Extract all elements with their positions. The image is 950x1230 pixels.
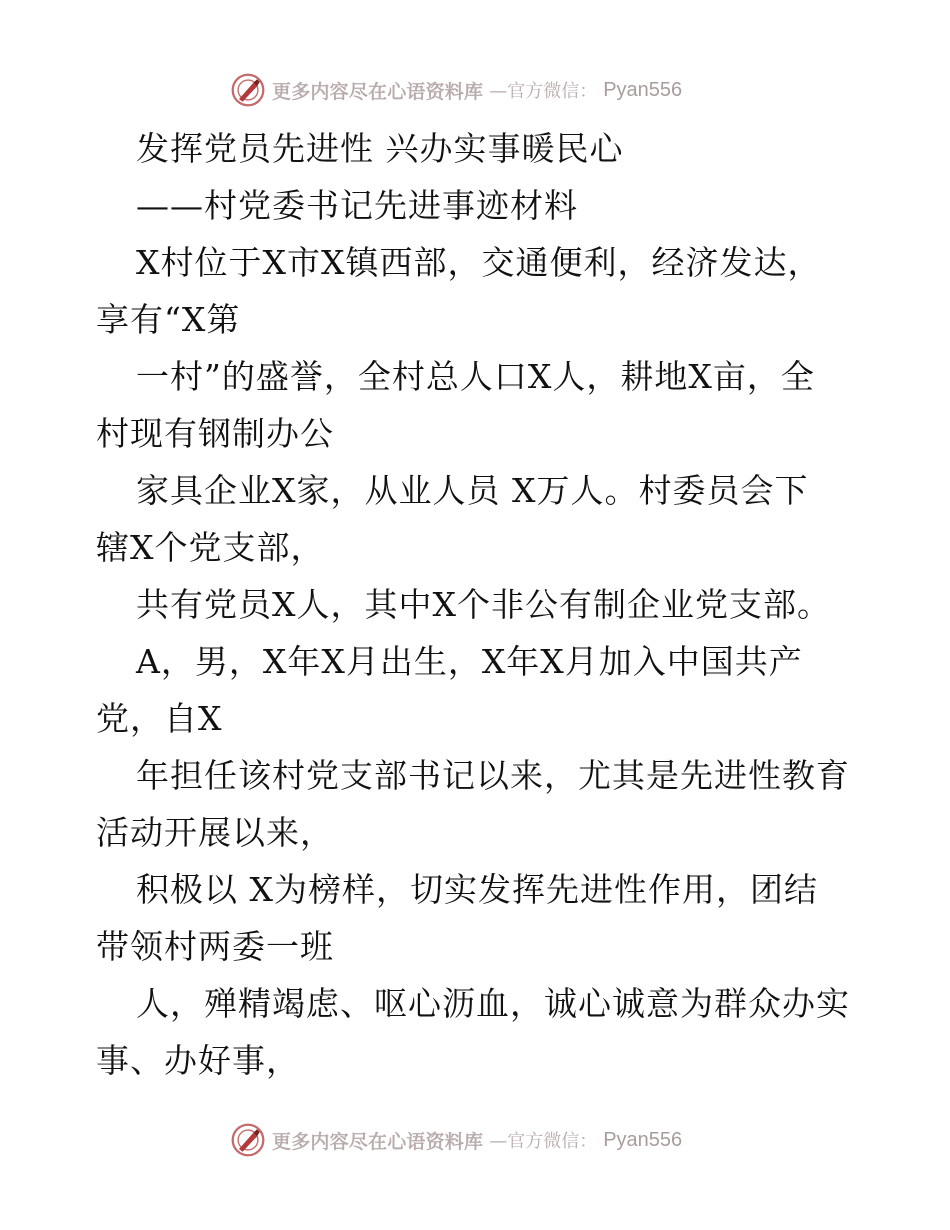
paragraph-line: 辖X个党支部， [96,528,325,567]
paragraph-line: 一村”的盛誉，全村总人口X人，耕地X亩，全 [136,357,815,396]
paragraph-line: 共有党员X人，其中X个非公有制企业党支部。 [136,585,831,624]
document-body [96,120,856,1089]
paragraph-line: 带领村两委一班 [96,927,334,966]
watermark-wechat-id: Pyan556 [603,1128,683,1151]
watermark-text: 更多内容尽在心语资料库 [272,80,484,103]
paragraph-line: 村现有钢制办公 [96,414,334,453]
paragraph-line: 享有“X第 [96,300,241,339]
watermark-footer [230,1120,682,1160]
watermark-header [230,70,682,110]
pen-logo-icon [230,72,266,108]
paragraph-line: X村位于X市X镇西部，交通便利，经济发达， [136,243,822,282]
paragraph-line: 活动开展以来， [96,813,334,852]
paragraph-line: 事、办好事， [96,1041,300,1080]
watermark-separator: —官方微信： [489,1131,598,1152]
paragraph-line: 年担任该村党支部书记以来，尤其是先进性教育 [136,756,850,795]
pen-logo-icon [230,1122,266,1158]
watermark-separator: —官方微信： [489,81,598,102]
watermark-text: 更多内容尽在心语资料库 [272,1130,484,1153]
paragraph-line: 家具企业X家，从业人员 X万人。村委员会下 [136,471,809,510]
document-title: 发挥党员先进性 兴办实事暖民心 [136,129,624,168]
paragraph-line: 积极以 X为榜样，切实发挥先进性作用，团结 [136,870,818,909]
paragraph-line: 党，自X [96,699,223,738]
document-subtitle: ——村党委书记先进事迹材料 [136,186,578,225]
paragraph-line: 人，殚精竭虑、呕心沥血，诚心诚意为群众办实 [136,984,850,1023]
paragraph-line: A，男，X年X月出生，X年X月加入中国共产 [136,642,803,681]
watermark-wechat-id: Pyan556 [603,78,683,101]
